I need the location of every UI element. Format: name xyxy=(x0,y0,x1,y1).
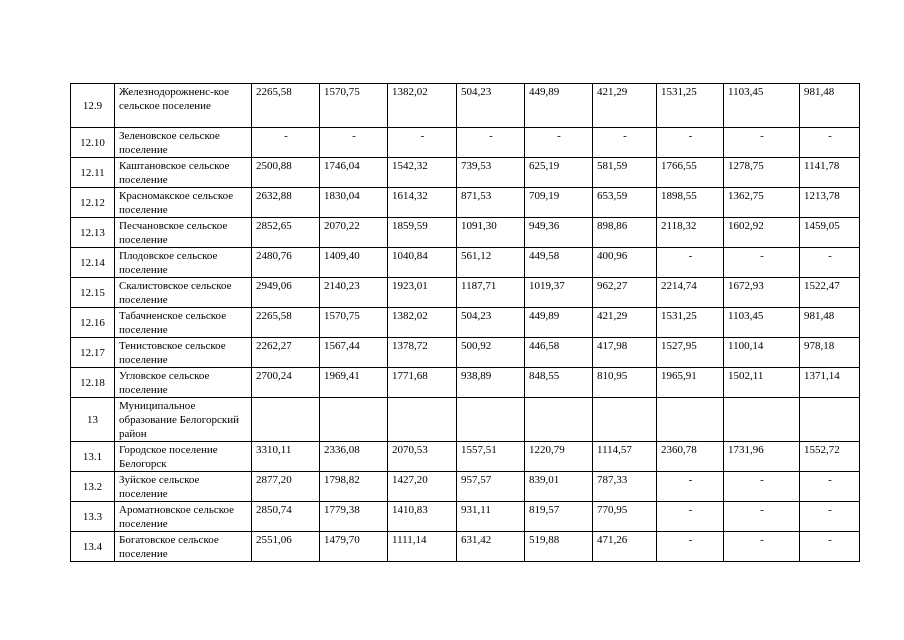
value-cell: 504,23 xyxy=(457,308,525,338)
value-cell xyxy=(657,398,724,442)
row-number: 12.11 xyxy=(71,158,115,188)
value-cell: 1898,55 xyxy=(657,188,724,218)
value-cell: 2632,88 xyxy=(252,188,320,218)
value-cell: 1378,72 xyxy=(388,338,457,368)
table-row xyxy=(71,278,860,308)
settlement-name: Зуйское сельское поселение xyxy=(115,472,252,502)
value-cell: - xyxy=(657,128,724,158)
value-cell: 2140,23 xyxy=(320,278,388,308)
value-cell xyxy=(320,398,388,442)
value-cell: 1614,32 xyxy=(388,188,457,218)
value-cell: 1923,01 xyxy=(388,278,457,308)
value-cell: 1527,95 xyxy=(657,338,724,368)
value-cell: 1103,45 xyxy=(724,308,800,338)
value-cell: 1771,68 xyxy=(388,368,457,398)
value-cell: 1602,92 xyxy=(724,218,800,248)
value-cell: - xyxy=(800,502,860,532)
value-cell: 1746,04 xyxy=(320,158,388,188)
value-cell: 2551,06 xyxy=(252,532,320,562)
value-cell xyxy=(724,398,800,442)
row-number: 12.18 xyxy=(71,368,115,398)
value-cell: 898,86 xyxy=(593,218,657,248)
value-cell: 1570,75 xyxy=(320,84,388,128)
value-cell: 1522,47 xyxy=(800,278,860,308)
value-cell: 449,58 xyxy=(525,248,593,278)
value-cell: 1859,59 xyxy=(388,218,457,248)
value-cell: 1187,71 xyxy=(457,278,525,308)
value-cell: 2360,78 xyxy=(657,442,724,472)
value-cell: - xyxy=(800,472,860,502)
table-row xyxy=(71,398,860,442)
value-cell: 2262,27 xyxy=(252,338,320,368)
value-cell xyxy=(252,398,320,442)
row-number: 13.4 xyxy=(71,532,115,562)
value-cell: - xyxy=(320,128,388,158)
table-row xyxy=(71,338,860,368)
value-cell: - xyxy=(593,128,657,158)
table-row xyxy=(71,532,860,562)
table-row xyxy=(71,368,860,398)
value-cell: 1830,04 xyxy=(320,188,388,218)
value-cell: 2336,08 xyxy=(320,442,388,472)
value-cell: 709,19 xyxy=(525,188,593,218)
value-cell: - xyxy=(388,128,457,158)
value-cell: 421,29 xyxy=(593,84,657,128)
value-cell: 1409,40 xyxy=(320,248,388,278)
value-cell: 2850,74 xyxy=(252,502,320,532)
settlement-name: Зеленовское сельское поселение xyxy=(115,128,252,158)
table-row xyxy=(71,128,860,158)
value-cell: 504,23 xyxy=(457,84,525,128)
value-cell: 1427,20 xyxy=(388,472,457,502)
value-cell: 962,27 xyxy=(593,278,657,308)
value-cell: 1111,14 xyxy=(388,532,457,562)
value-cell: 848,55 xyxy=(525,368,593,398)
value-cell: 839,01 xyxy=(525,472,593,502)
value-cell: 1459,05 xyxy=(800,218,860,248)
value-cell: 931,11 xyxy=(457,502,525,532)
value-cell: - xyxy=(800,128,860,158)
value-cell: 981,48 xyxy=(800,308,860,338)
value-cell: 957,57 xyxy=(457,472,525,502)
value-cell: 1100,14 xyxy=(724,338,800,368)
value-cell: - xyxy=(724,128,800,158)
value-cell: 1779,38 xyxy=(320,502,388,532)
value-cell xyxy=(525,398,593,442)
row-number: 12.9 xyxy=(71,84,115,128)
value-cell: 2118,32 xyxy=(657,218,724,248)
value-cell: - xyxy=(657,532,724,562)
value-cell xyxy=(800,398,860,442)
row-number: 13.2 xyxy=(71,472,115,502)
value-cell: 1969,41 xyxy=(320,368,388,398)
value-cell: 1410,83 xyxy=(388,502,457,532)
value-cell: 1091,30 xyxy=(457,218,525,248)
settlement-name: Тенистовское сельское поселение xyxy=(115,338,252,368)
value-cell: 446,58 xyxy=(525,338,593,368)
settlement-name: Богатовское сельское поселение xyxy=(115,532,252,562)
value-cell: 1731,96 xyxy=(724,442,800,472)
value-cell xyxy=(593,398,657,442)
settlement-name: Скалистовское сельское поселение xyxy=(115,278,252,308)
value-cell: 449,89 xyxy=(525,308,593,338)
value-cell: 1382,02 xyxy=(388,308,457,338)
value-cell: 981,48 xyxy=(800,84,860,128)
settlement-name: Каштановское сельское поселение xyxy=(115,158,252,188)
value-cell: 770,95 xyxy=(593,502,657,532)
value-cell: 417,98 xyxy=(593,338,657,368)
value-cell: 1766,55 xyxy=(657,158,724,188)
value-cell: - xyxy=(657,472,724,502)
value-cell: 631,42 xyxy=(457,532,525,562)
value-cell: 2480,76 xyxy=(252,248,320,278)
value-cell: 1672,93 xyxy=(724,278,800,308)
row-number: 12.14 xyxy=(71,248,115,278)
value-cell: 2265,58 xyxy=(252,84,320,128)
value-cell: 1114,57 xyxy=(593,442,657,472)
value-cell: 2214,74 xyxy=(657,278,724,308)
value-cell: 1382,02 xyxy=(388,84,457,128)
value-cell: 1502,11 xyxy=(724,368,800,398)
value-cell: 1141,78 xyxy=(800,158,860,188)
value-cell: 2070,22 xyxy=(320,218,388,248)
value-cell: 739,53 xyxy=(457,158,525,188)
row-number: 12.12 xyxy=(71,188,115,218)
settlement-name: Железнодорожненс-кое сельское поселение xyxy=(115,84,252,128)
value-cell: 938,89 xyxy=(457,368,525,398)
value-cell: 2265,58 xyxy=(252,308,320,338)
value-cell: 1040,84 xyxy=(388,248,457,278)
value-cell: - xyxy=(457,128,525,158)
value-cell: - xyxy=(800,248,860,278)
value-cell: 2500,88 xyxy=(252,158,320,188)
value-cell: 1570,75 xyxy=(320,308,388,338)
value-cell: 1362,75 xyxy=(724,188,800,218)
value-cell: 1103,45 xyxy=(724,84,800,128)
table-row xyxy=(71,188,860,218)
value-cell: 1567,44 xyxy=(320,338,388,368)
value-cell: 1531,25 xyxy=(657,308,724,338)
value-cell: 2949,06 xyxy=(252,278,320,308)
value-cell: 1798,82 xyxy=(320,472,388,502)
value-cell: 2877,20 xyxy=(252,472,320,502)
value-cell: - xyxy=(724,248,800,278)
row-number: 12.10 xyxy=(71,128,115,158)
value-cell: 1531,25 xyxy=(657,84,724,128)
value-cell: 810,95 xyxy=(593,368,657,398)
value-cell: 978,18 xyxy=(800,338,860,368)
value-cell: - xyxy=(525,128,593,158)
value-cell: 1371,14 xyxy=(800,368,860,398)
row-number: 13.3 xyxy=(71,502,115,532)
value-cell: 1019,37 xyxy=(525,278,593,308)
row-number: 12.15 xyxy=(71,278,115,308)
value-cell: 625,19 xyxy=(525,158,593,188)
table-row xyxy=(71,442,860,472)
value-cell: 1542,32 xyxy=(388,158,457,188)
value-cell: 819,57 xyxy=(525,502,593,532)
value-cell: 787,33 xyxy=(593,472,657,502)
value-cell xyxy=(457,398,525,442)
value-cell: 1552,72 xyxy=(800,442,860,472)
value-cell: 1220,79 xyxy=(525,442,593,472)
settlement-name: Муниципальное образование Белогорский район xyxy=(115,398,252,442)
value-cell: 653,59 xyxy=(593,188,657,218)
tariff-table xyxy=(70,83,860,562)
value-cell: - xyxy=(657,502,724,532)
table-row xyxy=(71,218,860,248)
row-number: 13 xyxy=(71,398,115,442)
value-cell: - xyxy=(252,128,320,158)
table-row xyxy=(71,158,860,188)
table-row xyxy=(71,308,860,338)
settlement-name: Угловское сельское поселение xyxy=(115,368,252,398)
table-row xyxy=(71,472,860,502)
value-cell: 519,88 xyxy=(525,532,593,562)
value-cell: 1213,78 xyxy=(800,188,860,218)
value-cell: 871,53 xyxy=(457,188,525,218)
row-number: 12.13 xyxy=(71,218,115,248)
value-cell: 1557,51 xyxy=(457,442,525,472)
table-row xyxy=(71,502,860,532)
table-body xyxy=(71,84,860,562)
value-cell xyxy=(388,398,457,442)
row-number: 12.17 xyxy=(71,338,115,368)
value-cell: - xyxy=(800,532,860,562)
value-cell: - xyxy=(724,472,800,502)
table-row xyxy=(71,248,860,278)
value-cell: 2070,53 xyxy=(388,442,457,472)
settlement-name: Городское поселение Белогорск xyxy=(115,442,252,472)
settlement-name: Табачненское сельское поселение xyxy=(115,308,252,338)
settlement-name: Красномакское сельское поселение xyxy=(115,188,252,218)
value-cell: 421,29 xyxy=(593,308,657,338)
table-row xyxy=(71,84,860,128)
value-cell: 2852,65 xyxy=(252,218,320,248)
settlement-name: Ароматновское сельское поселение xyxy=(115,502,252,532)
value-cell: 561,12 xyxy=(457,248,525,278)
value-cell: 581,59 xyxy=(593,158,657,188)
value-cell: 949,36 xyxy=(525,218,593,248)
value-cell: 2700,24 xyxy=(252,368,320,398)
value-cell: 3310,11 xyxy=(252,442,320,472)
value-cell: 400,96 xyxy=(593,248,657,278)
value-cell: 471,26 xyxy=(593,532,657,562)
value-cell: - xyxy=(724,532,800,562)
row-number: 13.1 xyxy=(71,442,115,472)
value-cell: - xyxy=(724,502,800,532)
settlement-name: Песчановское сельское поселение xyxy=(115,218,252,248)
value-cell: 1965,91 xyxy=(657,368,724,398)
row-number: 12.16 xyxy=(71,308,115,338)
value-cell: - xyxy=(657,248,724,278)
settlement-name: Плодовское сельское поселение xyxy=(115,248,252,278)
value-cell: 1278,75 xyxy=(724,158,800,188)
value-cell: 449,89 xyxy=(525,84,593,128)
value-cell: 500,92 xyxy=(457,338,525,368)
value-cell: 1479,70 xyxy=(320,532,388,562)
